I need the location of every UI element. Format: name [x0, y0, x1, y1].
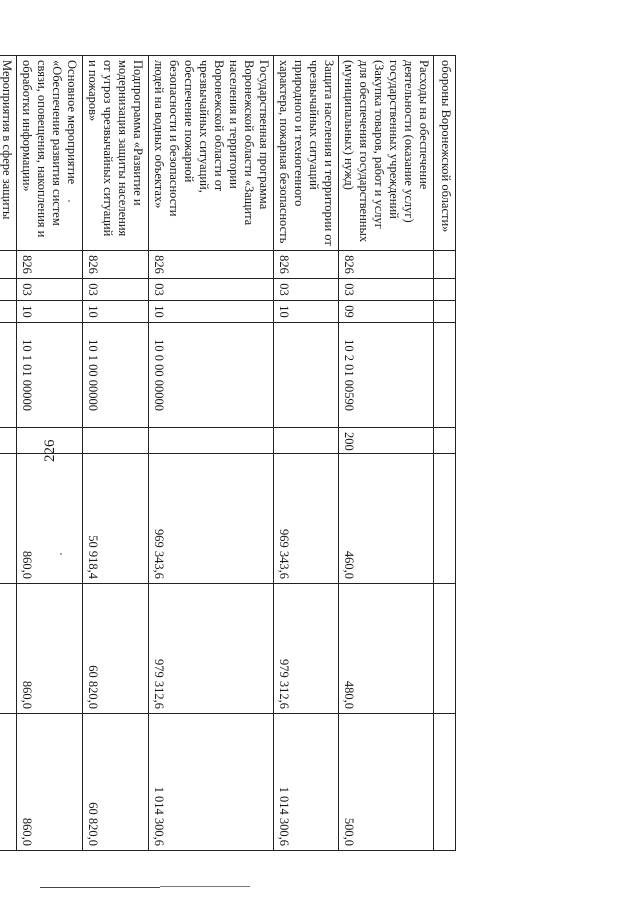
- table-cell-year1: 460,0: [339, 454, 434, 584]
- table-cell-year3: [0, 714, 17, 851]
- table-cell-year1: 969 343,6: [149, 454, 274, 584]
- table-cell-csr: 10 1 00 00000: [83, 323, 149, 428]
- table-cell-ved: [434, 251, 456, 279]
- table-cell-vr: [17, 428, 83, 454]
- table-cell-rz: 03: [339, 279, 434, 301]
- table-cell-csr: 10 1 01 00000: [17, 323, 83, 428]
- table-cell-ved: 826: [274, 251, 339, 279]
- table-cell-name: Защита населения и территории от чрезвычайных ситуаций природного и техногенного характера, пожарная безопасность: [274, 56, 339, 251]
- table-cell-year2: 860,0: [17, 584, 83, 714]
- table-cell-name: Государственная программа Воронежской области «Защита населения и территории Воронежской области от чрезвычайных ситуаций, обеспечение пожарной безопасности и безопасности людей на водных объектах»: [149, 56, 274, 251]
- table-cell-vr: [149, 428, 274, 454]
- table-row: [0, 56, 17, 851]
- table-cell-pr: 10: [149, 301, 274, 323]
- table-cell-year2: [0, 584, 17, 714]
- table-cell-year3: [434, 714, 456, 851]
- table-cell-csr: [434, 323, 456, 428]
- table-cell-ved: 826: [149, 251, 274, 279]
- table-cell-year1: 969 343,6: [274, 454, 339, 584]
- table-cell-pr: [434, 301, 456, 323]
- table-cell-vr: [0, 428, 17, 454]
- table-cell-ved: 826: [339, 251, 434, 279]
- table-cell-pr: 10: [17, 301, 83, 323]
- table-cell-vr: [83, 428, 149, 454]
- budget-table: [0, 55, 456, 851]
- footer-rule: [40, 887, 160, 888]
- scan-speck: [68, 200, 70, 202]
- table-cell-year3: 60 820,0: [83, 714, 149, 851]
- table-cell-year3: 1 014 300,6: [274, 714, 339, 851]
- table-cell-name: Подпрограмма «Развитие и модернизация защиты населения от угроз чрезвычайных ситуаций и пожаров»: [83, 56, 149, 251]
- table-cell-csr: 10 0 00 00000: [149, 323, 274, 428]
- table-row: [149, 56, 274, 851]
- table-cell-pr: [0, 301, 17, 323]
- table-cell-year2: 979 312,6: [274, 584, 339, 714]
- table-cell-year2: [434, 584, 456, 714]
- table-cell-year3: 500,0: [339, 714, 434, 851]
- table-cell-csr: [0, 323, 17, 428]
- table-cell-name: Расходы на обеспечение деятельности (оказание услуг) государственных учреждений (Закупка товаров, работ и услуг для обеспечения государственных (муниципальных) нужд): [339, 56, 434, 251]
- table-cell-year1: 860,0: [17, 454, 83, 584]
- table-cell-year1: [0, 454, 17, 584]
- table-cell-rz: [434, 279, 456, 301]
- table-cell-rz: [0, 279, 17, 301]
- table-cell-year2: 60 820,0: [83, 584, 149, 714]
- table-cell-year1: 50 918,4: [83, 454, 149, 584]
- table-cell-year2: 480,0: [339, 584, 434, 714]
- table-cell-csr: [274, 323, 339, 428]
- table-row: [17, 56, 83, 851]
- table-cell-name: обороны Воронежской области»: [434, 56, 456, 251]
- table-cell-ved: 826: [83, 251, 149, 279]
- table-cell-year3: 860,0: [17, 714, 83, 851]
- scan-speck: [60, 553, 62, 555]
- table-cell-pr: 10: [83, 301, 149, 323]
- table-cell-rz: 03: [17, 279, 83, 301]
- table-row: [434, 56, 456, 851]
- table-cell-ved: 826: [17, 251, 83, 279]
- table-cell-rz: 03: [274, 279, 339, 301]
- table-cell-year2: 979 312,6: [149, 584, 274, 714]
- footer-rule-faint: [160, 886, 250, 887]
- page-number: 226: [42, 439, 58, 462]
- table-cell-vr: 200: [339, 428, 434, 454]
- table-cell-year3: 1 014 300,6: [149, 714, 274, 851]
- table-cell-rz: 03: [83, 279, 149, 301]
- table-cell-name: Мероприятия в сфере защиты: [0, 56, 17, 251]
- table-row: [274, 56, 339, 851]
- table-cell-pr: 09: [339, 301, 434, 323]
- table-row: [339, 56, 434, 851]
- table-cell-pr: 10: [274, 301, 339, 323]
- table-cell-vr: [274, 428, 339, 454]
- table-cell-name: Основное мероприятие «Обеспечение развития систем связи, оповещения, накопления и обработки информации»: [17, 56, 83, 251]
- table-cell-vr: [434, 428, 456, 454]
- table-cell-rz: 03: [149, 279, 274, 301]
- table-cell-ved: [0, 251, 17, 279]
- table-cell-year1: [434, 454, 456, 584]
- table-cell-csr: 10 2 01 00590: [339, 323, 434, 428]
- table-row: [83, 56, 149, 851]
